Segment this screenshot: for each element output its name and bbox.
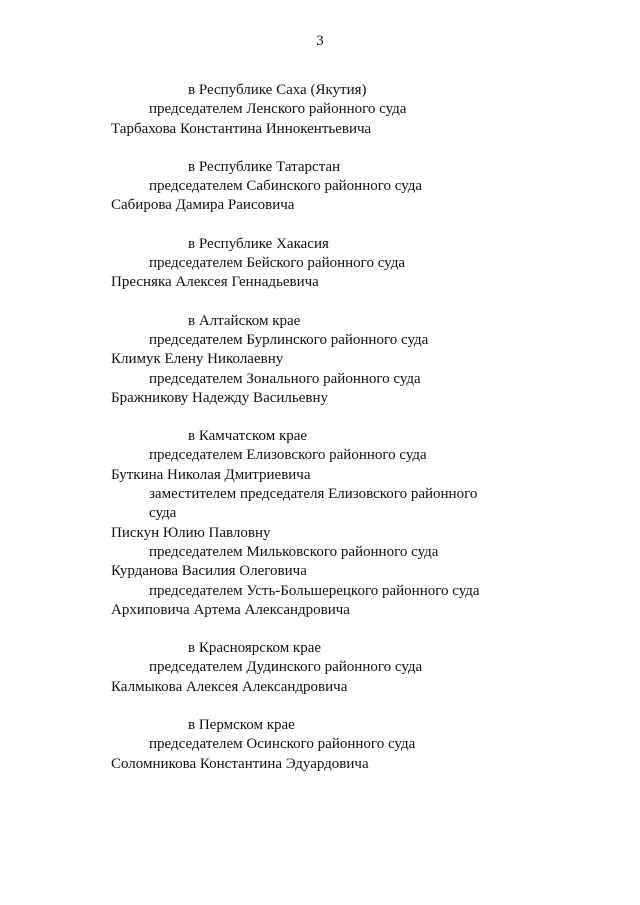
region-block (111, 639, 531, 697)
person-name: Буткина Николая Дмитриевича (111, 466, 311, 483)
region-block (111, 312, 531, 408)
region-block (111, 427, 531, 620)
person-name: Климук Елену Николаевну (111, 351, 284, 368)
person-name: Бражникову Надежду Васильевну (111, 389, 329, 406)
position-line: заместителем председателя Елизовского районного (149, 486, 478, 503)
position-line: председателем Мильковского районного суда (149, 543, 439, 560)
region-title: в Красноярском крае (188, 640, 322, 657)
position-line: председателем Бейского районного суда (149, 255, 406, 272)
position-line: председателем Осинского районного суда (149, 736, 416, 753)
region-block (111, 716, 531, 774)
position-line: председателем Бурлинского районного суда (149, 331, 429, 348)
person-name: Архиповича Артема Александровича (111, 601, 350, 618)
person-name: Пресняка Алексея Геннадьевича (111, 274, 319, 291)
person-name: Курданова Василия Олеговича (111, 563, 307, 580)
position-line: председателем Зонального районного суда (149, 370, 421, 387)
region-block (111, 81, 531, 139)
position-line: председателем Елизовского районного суда (149, 447, 427, 464)
region-title: в Республике Хакасия (188, 235, 329, 252)
region-title: в Алтайском крае (188, 312, 301, 329)
appointments-list (111, 81, 531, 793)
person-name: Пискун Юлию Павловну (111, 524, 271, 541)
region-title: в Камчатском крае (188, 428, 308, 445)
page-number: 3 (316, 33, 324, 49)
person-name: Сабирова Дамира Раисовича (111, 197, 295, 214)
position-line: председателем Усть-Большерецкого районного суда (149, 582, 480, 599)
person-name: Калмыкова Алексея Александровича (111, 678, 348, 695)
person-name: Соломникова Константина Эдуардовича (111, 755, 369, 772)
region-block (111, 235, 531, 293)
position-line: председателем Дудинского районного суда (149, 659, 423, 676)
person-name: Тарбахова Константина Иннокентьевича (111, 120, 372, 137)
position-line: председателем Ленского районного суда (149, 101, 407, 118)
position-line: суда (149, 505, 177, 522)
region-block (111, 158, 531, 216)
position-line: председателем Сабинского районного суда (149, 178, 423, 195)
region-title: в Республике Саха (Якутия) (188, 82, 367, 98)
region-title: в Республике Татарстан (188, 158, 341, 175)
region-title: в Пермском крае (188, 717, 295, 734)
